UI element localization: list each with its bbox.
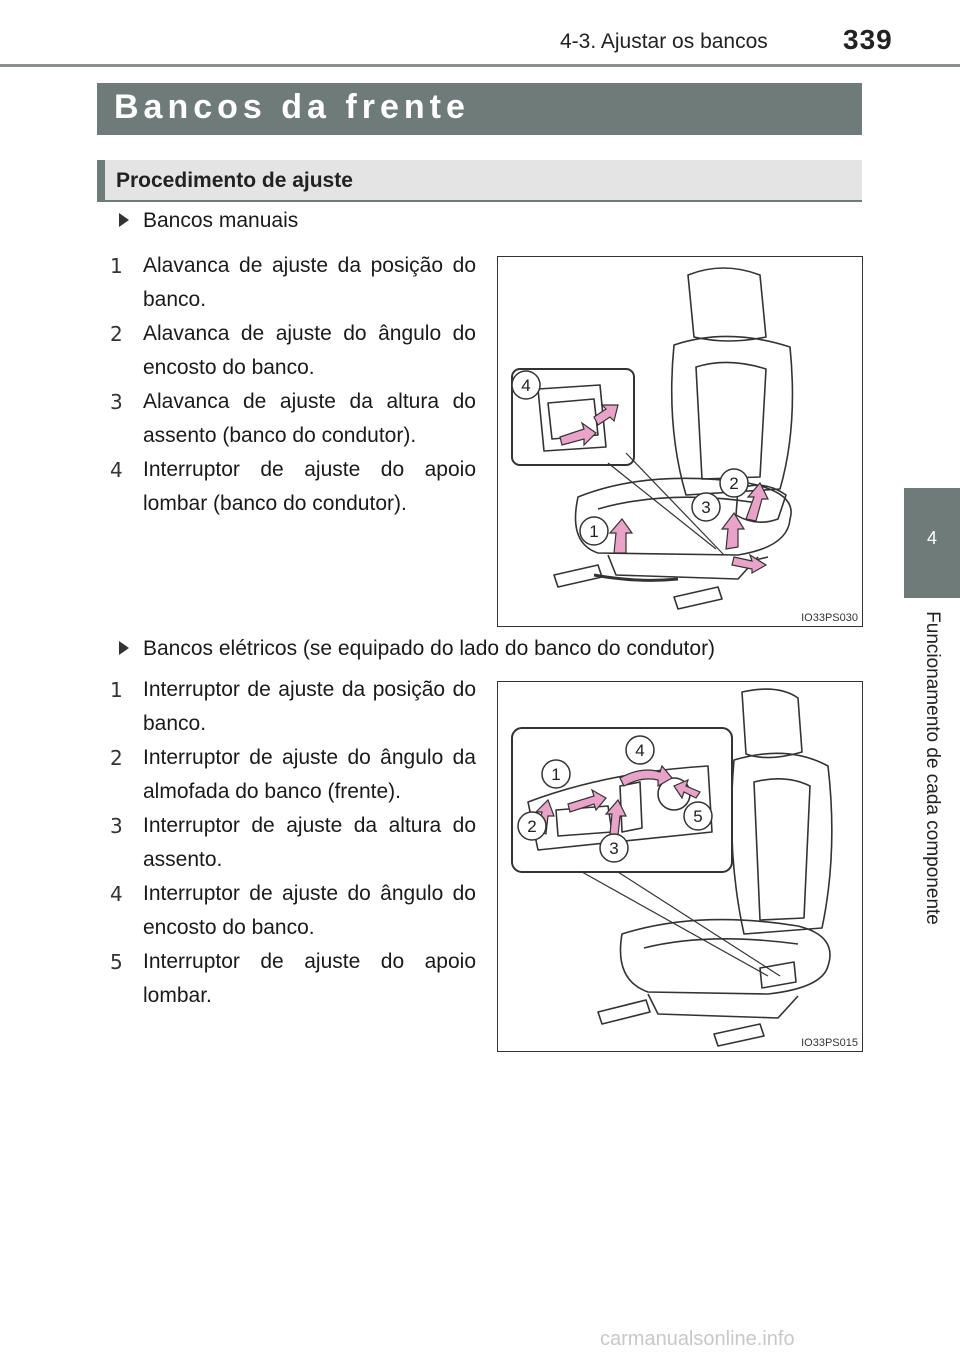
callout-label: 4 — [635, 741, 645, 760]
electric-heading: Bancos elétricos (se equipado do lado do banco do condutor) — [143, 637, 716, 660]
bullet-triangle-icon — [119, 641, 129, 655]
page-number: 339 — [843, 24, 893, 55]
page-title: Bancos da frente — [114, 88, 470, 126]
manual-seat-figure — [497, 256, 863, 627]
item-number: 2 — [110, 322, 123, 346]
item-number: 4 — [110, 882, 123, 906]
item-number: 1 — [110, 678, 123, 702]
manual-item-text: Interruptor de ajuste do apoio lombar (banco do condutor). — [143, 458, 476, 515]
electric-item-text: Interruptor de ajuste da posição do banco. — [143, 678, 476, 735]
chapter-label: Funcionamento de cada componente — [922, 611, 943, 925]
callout-label: 3 — [609, 839, 619, 858]
header-divider — [0, 64, 960, 67]
callout-label: 2 — [729, 474, 739, 493]
chapter-tab-number: 4 — [926, 528, 937, 548]
subtitle: Procedimento de ajuste — [116, 169, 353, 192]
callout-label: 1 — [551, 765, 561, 784]
header-section-title: 4-3. Ajustar os bancos — [560, 30, 768, 53]
electric-item-text: Interruptor de ajuste da altura do assento. — [143, 814, 476, 871]
figure-code: IO33PS030 — [801, 612, 858, 624]
manual-item-text: Alavanca de ajuste da altura do assento (banco do condutor). — [143, 390, 476, 447]
callout-label: 3 — [701, 498, 711, 517]
item-number: 1 — [110, 254, 123, 278]
manual-item-text: Alavanca de ajuste da posição do banco. — [143, 254, 476, 311]
item-number: 3 — [110, 390, 123, 414]
item-number: 2 — [110, 746, 123, 770]
electric-seat-figure — [497, 681, 863, 1052]
subtitle-accent — [97, 160, 105, 202]
electric-item-text: Interruptor de ajuste do apoio lombar. — [143, 950, 476, 1007]
manual-item-text: Alavanca de ajuste do ângulo do encosto do banco. — [143, 322, 476, 379]
watermark: carmanualsonline.info — [600, 1328, 795, 1350]
electric-item-text: Interruptor de ajuste do ângulo do encosto do banco. — [143, 882, 476, 939]
figure-code: IO33PS015 — [801, 1037, 858, 1049]
item-number: 5 — [110, 950, 123, 974]
callout-label: 1 — [589, 522, 599, 541]
item-number: 3 — [110, 814, 123, 838]
bullet-triangle-icon — [119, 213, 129, 227]
callout-label: 4 — [521, 376, 531, 395]
callout-label: 5 — [693, 807, 703, 826]
electric-item-text: Interruptor de ajuste do ângulo da almofada do banco (frente). — [143, 746, 476, 803]
manual-heading: Bancos manuais — [143, 209, 299, 232]
manual-seat-illustration — [498, 257, 862, 626]
electric-seat-illustration — [498, 682, 862, 1051]
callout-label: 2 — [527, 817, 537, 836]
item-number: 4 — [110, 458, 123, 482]
